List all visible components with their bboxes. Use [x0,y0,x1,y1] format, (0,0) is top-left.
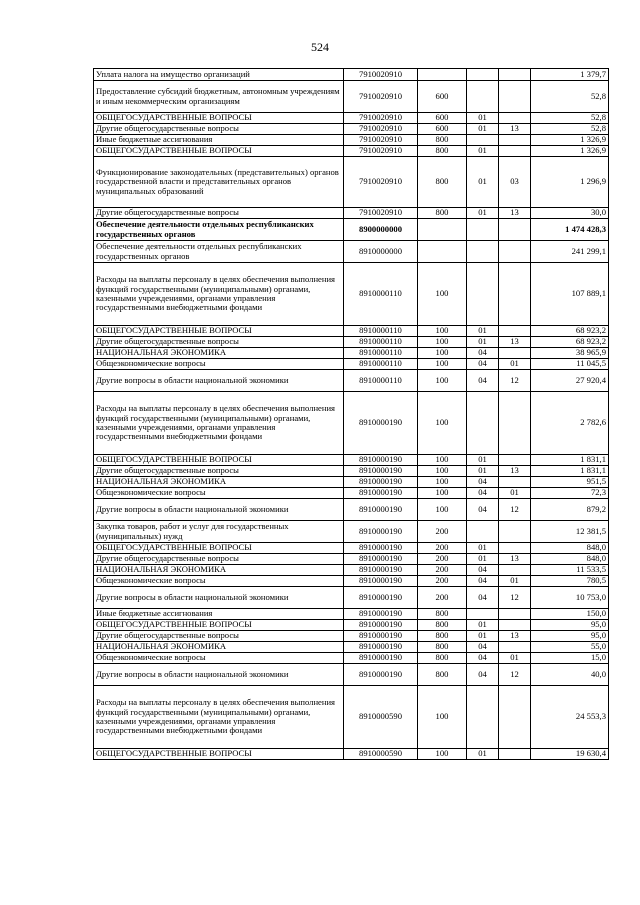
amount-cell: 848,0 [531,543,609,554]
subsection-code-cell [499,69,531,81]
table-row [94,609,609,620]
target-article-code-cell: 7910020910 [344,146,418,157]
target-article-code-cell: 8910000190 [344,576,418,587]
table-row [94,370,609,392]
table-row [94,263,609,326]
section-code-cell: 04 [467,664,499,686]
target-article-code-cell: 8910000190 [344,565,418,576]
table-row [94,157,609,208]
item-name-cell: Обеспечение деятельности отдельных республиканских государственных органов [94,219,344,241]
section-code-cell: 01 [467,124,499,135]
target-article-code-cell: 8910000110 [344,326,418,337]
amount-cell: 38 965,9 [531,348,609,359]
table-row [94,348,609,359]
amount-cell: 11 533,5 [531,565,609,576]
amount-cell: 27 920,4 [531,370,609,392]
expense-type-code-cell: 800 [418,620,467,631]
table-row [94,135,609,146]
table-row [94,631,609,642]
section-code-cell: 01 [467,326,499,337]
section-code-cell [467,686,499,749]
item-name-cell: Другие вопросы в области национальной экономики [94,664,344,686]
amount-cell: 1 831,1 [531,466,609,477]
expense-type-code-cell: 600 [418,113,467,124]
table-row [94,466,609,477]
amount-cell: 107 889,1 [531,263,609,326]
table-row [94,664,609,686]
table-row [94,653,609,664]
section-code-cell: 01 [467,749,499,760]
expense-type-code-cell: 800 [418,642,467,653]
expense-type-code-cell: 100 [418,392,467,455]
target-article-code-cell: 7910020910 [344,135,418,146]
item-name-cell: Другие общегосударственные вопросы [94,554,344,565]
subsection-code-cell: 01 [499,488,531,499]
subsection-code-cell [499,477,531,488]
subsection-code-cell [499,642,531,653]
table-row [94,576,609,587]
item-name-cell: Другие общегосударственные вопросы [94,466,344,477]
expense-type-code-cell: 100 [418,477,467,488]
table-row [94,146,609,157]
item-name-cell: ОБЩЕГОСУДАРСТВЕННЫЕ ВОПРОСЫ [94,146,344,157]
item-name-cell: ОБЩЕГОСУДАРСТВЕННЫЕ ВОПРОСЫ [94,749,344,760]
item-name-cell: ОБЩЕГОСУДАРСТВЕННЫЕ ВОПРОСЫ [94,455,344,466]
amount-cell: 780,5 [531,576,609,587]
amount-cell: 95,0 [531,631,609,642]
table-row [94,488,609,499]
table-row [94,392,609,455]
item-name-cell: Функционирование законодательных (представительных) органов государственной власти и представительных органов муниципальных образований [94,157,344,208]
item-name-cell: Иные бюджетные ассигнования [94,135,344,146]
target-article-code-cell: 8910000190 [344,653,418,664]
item-name-cell: Другие вопросы в области национальной экономики [94,499,344,521]
section-code-cell: 01 [467,620,499,631]
expense-type-code-cell: 200 [418,554,467,565]
target-article-code-cell: 7910020910 [344,113,418,124]
target-article-code-cell: 8910000190 [344,620,418,631]
subsection-code-cell: 12 [499,499,531,521]
amount-cell: 24 553,3 [531,686,609,749]
expense-type-code-cell: 600 [418,124,467,135]
budget-table-body [94,69,609,760]
amount-cell: 1 326,9 [531,146,609,157]
amount-cell: 30,0 [531,208,609,219]
item-name-cell: ОБЩЕГОСУДАРСТВЕННЫЕ ВОПРОСЫ [94,620,344,631]
target-article-code-cell: 8910000000 [344,241,418,263]
target-article-code-cell: 8910000190 [344,488,418,499]
section-code-cell: 04 [467,565,499,576]
table-row [94,81,609,113]
subsection-code-cell [499,543,531,554]
expense-type-code-cell: 200 [418,565,467,576]
table-row [94,587,609,609]
expense-type-code-cell: 200 [418,587,467,609]
table-row [94,477,609,488]
expense-type-code-cell: 200 [418,521,467,543]
expense-type-code-cell: 100 [418,499,467,521]
expense-type-code-cell: 200 [418,576,467,587]
item-name-cell: Общеэкономические вопросы [94,576,344,587]
target-article-code-cell: 8910000190 [344,466,418,477]
section-code-cell [467,392,499,455]
amount-cell: 55,0 [531,642,609,653]
item-name-cell: НАЦИОНАЛЬНАЯ ЭКОНОМИКА [94,477,344,488]
subsection-code-cell: 01 [499,359,531,370]
section-code-cell: 01 [467,208,499,219]
target-article-code-cell: 8910000190 [344,521,418,543]
item-name-cell: ОБЩЕГОСУДАРСТВЕННЫЕ ВОПРОСЫ [94,543,344,554]
item-name-cell: Общеэкономические вопросы [94,488,344,499]
item-name-cell: НАЦИОНАЛЬНАЯ ЭКОНОМИКА [94,642,344,653]
target-article-code-cell: 7910020910 [344,69,418,81]
expense-type-code-cell: 600 [418,81,467,113]
amount-cell: 68 923,2 [531,326,609,337]
subsection-code-cell [499,455,531,466]
expense-type-code-cell: 100 [418,488,467,499]
section-code-cell: 01 [467,554,499,565]
page-number: 524 [311,40,329,54]
item-name-cell: Предоставление субсидий бюджетным, автономным учреждениям и иным некоммерческим организациям [94,81,344,113]
expense-type-code-cell: 100 [418,466,467,477]
subsection-code-cell [499,219,531,241]
expense-type-code-cell: 100 [418,370,467,392]
target-article-code-cell: 8910000110 [344,348,418,359]
section-code-cell [467,69,499,81]
expense-type-code-cell [418,69,467,81]
subsection-code-cell [499,146,531,157]
amount-cell: 52,8 [531,81,609,113]
table-row [94,499,609,521]
amount-cell: 40,0 [531,664,609,686]
item-name-cell: ОБЩЕГОСУДАРСТВЕННЫЕ ВОПРОСЫ [94,326,344,337]
table-row [94,219,609,241]
table-row [94,543,609,554]
target-article-code-cell: 8910000590 [344,686,418,749]
section-code-cell: 01 [467,337,499,348]
item-name-cell: НАЦИОНАЛЬНАЯ ЭКОНОМИКА [94,565,344,576]
target-article-code-cell: 7910020910 [344,208,418,219]
table-row [94,241,609,263]
target-article-code-cell: 7910020910 [344,124,418,135]
subsection-code-cell: 13 [499,124,531,135]
subsection-code-cell [499,521,531,543]
table-row [94,554,609,565]
subsection-code-cell [499,348,531,359]
table-row [94,359,609,370]
expense-type-code-cell: 100 [418,326,467,337]
amount-cell: 15,0 [531,653,609,664]
expense-type-code-cell: 100 [418,348,467,359]
section-code-cell: 01 [467,631,499,642]
target-article-code-cell: 8900000000 [344,219,418,241]
item-name-cell: Обеспечение деятельности отдельных республиканских государственных органов [94,241,344,263]
section-code-cell: 04 [467,499,499,521]
subsection-code-cell [499,749,531,760]
section-code-cell: 01 [467,146,499,157]
table-row [94,521,609,543]
subsection-code-cell: 01 [499,653,531,664]
amount-cell: 72,3 [531,488,609,499]
amount-cell: 1 474 428,3 [531,219,609,241]
item-name-cell: ОБЩЕГОСУДАРСТВЕННЫЕ ВОПРОСЫ [94,113,344,124]
expense-type-code-cell: 800 [418,609,467,620]
section-code-cell: 01 [467,466,499,477]
section-code-cell [467,135,499,146]
expense-type-code-cell [418,241,467,263]
subsection-code-cell: 13 [499,337,531,348]
section-code-cell: 04 [467,370,499,392]
amount-cell: 1 326,9 [531,135,609,146]
target-article-code-cell: 8910000190 [344,477,418,488]
target-article-code-cell: 8910000590 [344,749,418,760]
target-article-code-cell: 8910000110 [344,337,418,348]
item-name-cell: Другие общегосударственные вопросы [94,631,344,642]
section-code-cell: 01 [467,113,499,124]
section-code-cell [467,263,499,326]
subsection-code-cell: 13 [499,554,531,565]
subsection-code-cell [499,113,531,124]
expense-type-code-cell: 800 [418,135,467,146]
subsection-code-cell [499,686,531,749]
amount-cell: 951,5 [531,477,609,488]
section-code-cell: 01 [467,543,499,554]
section-code-cell: 04 [467,348,499,359]
target-article-code-cell: 8910000190 [344,455,418,466]
amount-cell: 52,8 [531,124,609,135]
expense-type-code-cell: 100 [418,749,467,760]
subsection-code-cell: 12 [499,587,531,609]
section-code-cell [467,219,499,241]
item-name-cell: Расходы на выплаты персоналу в целях обеспечения выполнения функций государственными (муниципальными) органами, казенными учреждениями, органами управления государственными внебюджетными фондами [94,686,344,749]
target-article-code-cell: 8910000190 [344,543,418,554]
item-name-cell: Закупка товаров, работ и услуг для государственных (муниципальных) нужд [94,521,344,543]
item-name-cell: НАЦИОНАЛЬНАЯ ЭКОНОМИКА [94,348,344,359]
amount-cell: 848,0 [531,554,609,565]
amount-cell: 68 923,2 [531,337,609,348]
subsection-code-cell [499,565,531,576]
table-row [94,749,609,760]
subsection-code-cell [499,392,531,455]
section-code-cell: 01 [467,455,499,466]
table-row [94,208,609,219]
item-name-cell: Другие общегосударственные вопросы [94,208,344,219]
target-article-code-cell: 8910000190 [344,664,418,686]
table-row [94,124,609,135]
expense-type-code-cell: 800 [418,157,467,208]
item-name-cell: Другие вопросы в области национальной экономики [94,587,344,609]
amount-cell: 10 753,0 [531,587,609,609]
amount-cell: 150,0 [531,609,609,620]
section-code-cell: 04 [467,576,499,587]
target-article-code-cell: 8910000110 [344,370,418,392]
target-article-code-cell: 8910000190 [344,392,418,455]
section-code-cell: 04 [467,477,499,488]
expense-type-code-cell: 100 [418,359,467,370]
amount-cell: 19 630,4 [531,749,609,760]
table-row [94,326,609,337]
expense-type-code-cell: 200 [418,543,467,554]
expense-type-code-cell: 100 [418,263,467,326]
amount-cell: 1 379,7 [531,69,609,81]
amount-cell: 11 045,5 [531,359,609,370]
item-name-cell: Другие общегосударственные вопросы [94,124,344,135]
section-code-cell [467,241,499,263]
target-article-code-cell: 7910020910 [344,81,418,113]
table-row [94,455,609,466]
target-article-code-cell: 8910000110 [344,263,418,326]
item-name-cell: Расходы на выплаты персоналу в целях обеспечения выполнения функций государственными (муниципальными) органами, казенными учреждениями, органами управления государственными внебюджетными фондами [94,263,344,326]
subsection-code-cell: 13 [499,466,531,477]
expense-type-code-cell: 100 [418,337,467,348]
expense-type-code-cell: 800 [418,146,467,157]
item-name-cell: Уплата налога на имущество организаций [94,69,344,81]
amount-cell: 52,8 [531,113,609,124]
table-row [94,686,609,749]
target-article-code-cell: 8910000190 [344,642,418,653]
section-code-cell [467,521,499,543]
subsection-code-cell [499,135,531,146]
section-code-cell: 04 [467,359,499,370]
table-row [94,113,609,124]
subsection-code-cell [499,609,531,620]
subsection-code-cell: 03 [499,157,531,208]
subsection-code-cell: 12 [499,664,531,686]
target-article-code-cell: 8910000110 [344,359,418,370]
table-row [94,337,609,348]
expense-type-code-cell: 100 [418,686,467,749]
section-code-cell: 04 [467,488,499,499]
expense-type-code-cell: 800 [418,653,467,664]
table-row [94,565,609,576]
item-name-cell: Другие общегосударственные вопросы [94,337,344,348]
table-row [94,620,609,631]
amount-cell: 12 381,5 [531,521,609,543]
table-row [94,69,609,81]
expense-type-code-cell: 100 [418,455,467,466]
subsection-code-cell [499,263,531,326]
subsection-code-cell [499,81,531,113]
subsection-code-cell: 13 [499,208,531,219]
section-code-cell: 04 [467,653,499,664]
item-name-cell: Иные бюджетные ассигнования [94,609,344,620]
amount-cell: 2 782,6 [531,392,609,455]
item-name-cell: Другие вопросы в области национальной экономики [94,370,344,392]
section-code-cell: 04 [467,642,499,653]
section-code-cell: 04 [467,587,499,609]
target-article-code-cell: 8910000190 [344,499,418,521]
subsection-code-cell [499,326,531,337]
item-name-cell: Общеэкономические вопросы [94,359,344,370]
item-name-cell: Общеэкономические вопросы [94,653,344,664]
subsection-code-cell [499,241,531,263]
subsection-code-cell: 13 [499,631,531,642]
table-row [94,642,609,653]
expense-type-code-cell: 800 [418,208,467,219]
target-article-code-cell: 8910000190 [344,631,418,642]
amount-cell: 1 831,1 [531,455,609,466]
subsection-code-cell [499,620,531,631]
expense-type-code-cell: 800 [418,631,467,642]
expense-type-code-cell [418,219,467,241]
target-article-code-cell: 8910000190 [344,554,418,565]
target-article-code-cell: 8910000190 [344,609,418,620]
section-code-cell: 01 [467,157,499,208]
target-article-code-cell: 8910000190 [344,587,418,609]
amount-cell: 1 296,9 [531,157,609,208]
section-code-cell [467,609,499,620]
expense-type-code-cell: 800 [418,664,467,686]
amount-cell: 95,0 [531,620,609,631]
target-article-code-cell: 7910020910 [344,157,418,208]
subsection-code-cell: 12 [499,370,531,392]
amount-cell: 879,2 [531,499,609,521]
budget-table [93,68,609,760]
section-code-cell [467,81,499,113]
amount-cell: 241 299,1 [531,241,609,263]
subsection-code-cell: 01 [499,576,531,587]
item-name-cell: Расходы на выплаты персоналу в целях обеспечения выполнения функций государственными (муниципальными) органами, казенными учреждениями, органами управления государственными внебюджетными фондами [94,392,344,455]
